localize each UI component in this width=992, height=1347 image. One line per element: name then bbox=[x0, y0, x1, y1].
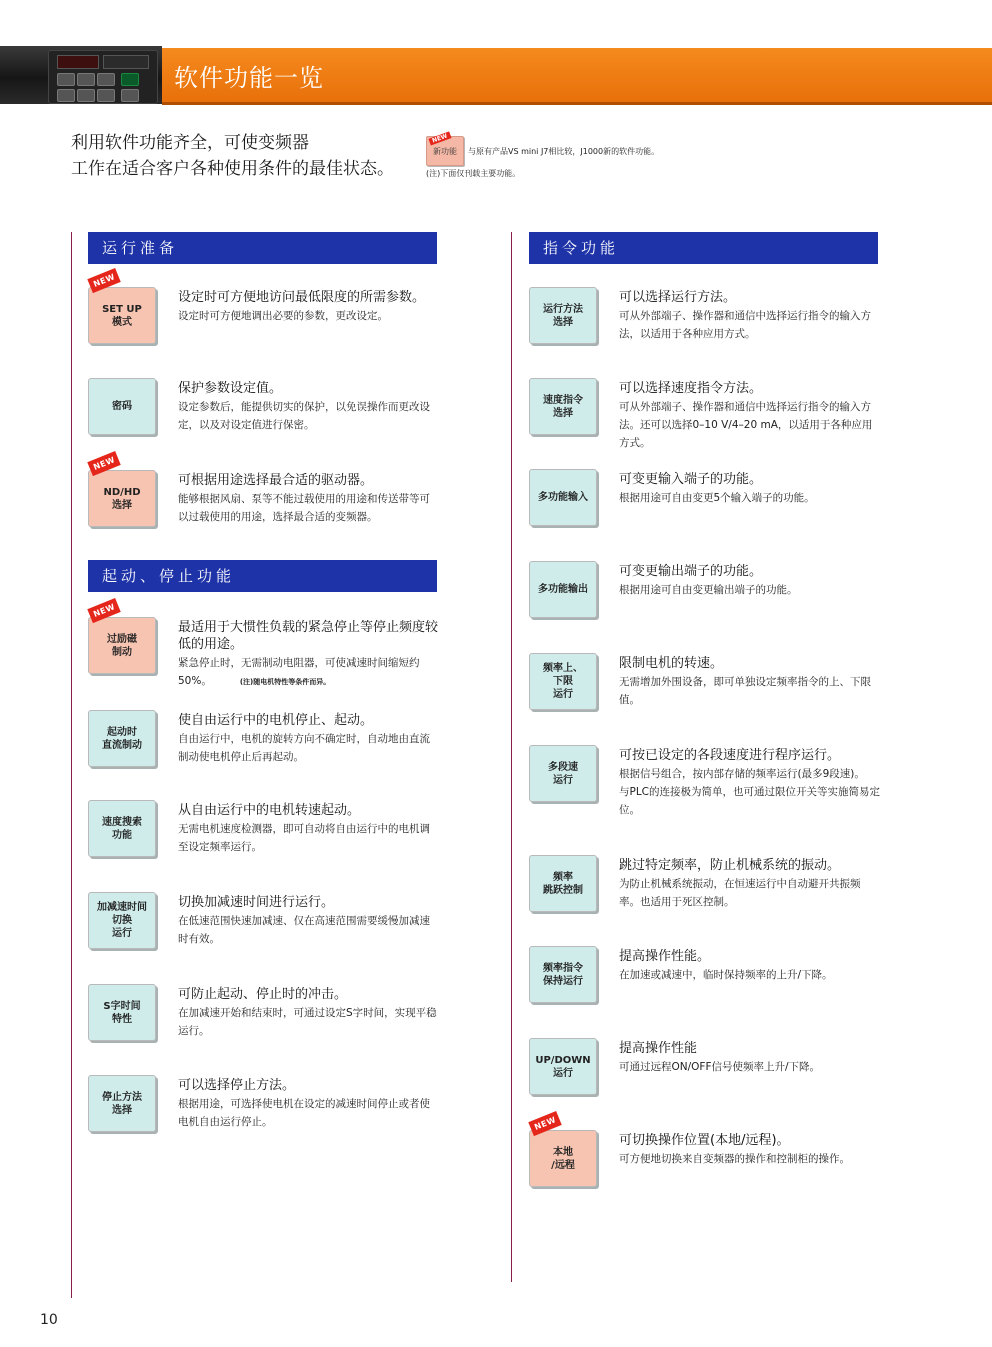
feature-desc: 可从外部端子、操作器和通信中选择运行指令的输入方法，以适用于各种应用方式。 bbox=[619, 310, 871, 340]
inverter-panel-image bbox=[48, 50, 158, 104]
feature-title: 可变更输出端子的功能。 bbox=[619, 564, 763, 579]
feature-title: 可根据用途选择最合适的驱动器。 bbox=[178, 473, 374, 488]
feature-title: 使自由运行中的电机停止、起动。 bbox=[178, 713, 374, 728]
feature-desc-text: 紧急停止时，无需制动电阻器，可使减速时间缩短约50%。 bbox=[178, 657, 420, 687]
feature-text bbox=[178, 289, 440, 325]
legend-badge bbox=[426, 132, 464, 166]
feature-desc: 无需增加外围设备，即可单独设定频率指令的上、下限值。 bbox=[619, 676, 871, 706]
key-icon bbox=[97, 73, 115, 86]
feature-title: 设定时可方便地访问最低限度的所需参数。 bbox=[178, 290, 426, 305]
feature-desc: 可从外部端子、操作器和通信中选择运行指令的输入方法。还可以选择0–10 V/4–20 mA，以适用于各种应用方式。 bbox=[619, 401, 873, 449]
feature-desc: 设定时可方便地调出必要的参数，更改设定。 bbox=[178, 310, 388, 322]
feature-badge bbox=[529, 561, 597, 618]
badge-label: 频率上、 下限 运行 bbox=[543, 663, 583, 700]
feature-badge bbox=[88, 272, 156, 344]
feature-title: 最适用于大惯性负载的紧急停止等停止频度较低的用途。 bbox=[178, 620, 439, 652]
badge-label: 频率指令 保持运行 bbox=[543, 962, 583, 987]
feature-text bbox=[178, 1077, 440, 1131]
key-icon bbox=[97, 89, 115, 102]
feature-text bbox=[178, 472, 440, 526]
badge-label: 速度指令 选择 bbox=[543, 394, 583, 419]
feature-desc: 设定参数后，能提供切实的保护，以免误操作而更改设定，以及对设定值进行保密。 bbox=[178, 401, 430, 431]
run-key-icon bbox=[121, 73, 139, 86]
feature-badge bbox=[88, 378, 156, 435]
key-icon bbox=[77, 89, 95, 102]
feature-title: 可变更输入端子的功能。 bbox=[619, 472, 763, 487]
feature-desc: 根据用途可自由变更5个输入端子的功能。 bbox=[619, 492, 815, 504]
feature-badge bbox=[529, 469, 597, 526]
key-icon bbox=[121, 89, 139, 102]
feature-title: 可切换操作位置(本地/远程)。 bbox=[619, 1133, 790, 1148]
feature-text bbox=[178, 894, 440, 948]
feature-badge bbox=[529, 855, 597, 912]
feature-title: 保护参数设定值。 bbox=[178, 381, 283, 396]
feature-badge bbox=[88, 602, 156, 674]
feature-text bbox=[619, 1040, 881, 1076]
feature-desc: 在加速或减速中，临时保持频率的上升/下降。 bbox=[619, 969, 833, 981]
feature-badge bbox=[529, 745, 597, 802]
feature-title: 限制电机的转速。 bbox=[619, 656, 724, 671]
feature-title: 可按已设定的各段速度进行程序运行。 bbox=[619, 748, 841, 763]
legend bbox=[426, 130, 726, 180]
feature-title: 可防止起动、停止时的冲击。 bbox=[178, 987, 348, 1002]
page-number: 10 bbox=[40, 1312, 58, 1328]
feature-desc: 根据用途，可选择使电机在设定的减速时间停止或者使电机自由运行停止。 bbox=[178, 1098, 430, 1128]
page-title: 软件功能一览 bbox=[174, 64, 324, 92]
badge-label: ND/HD 选择 bbox=[103, 486, 141, 511]
feature-title: 提高操作性能。 bbox=[619, 949, 711, 964]
badge-label: 过励磁 制动 bbox=[107, 633, 137, 658]
feature-title: 可以选择停止方法。 bbox=[178, 1078, 296, 1093]
feature-desc: 与PLC的连接极为简单，也可通过限位开关等实施简易定位。 bbox=[619, 786, 881, 816]
feature-text bbox=[619, 289, 881, 343]
feature-text bbox=[619, 563, 881, 599]
display-segment bbox=[57, 55, 99, 69]
feature-text bbox=[619, 380, 881, 452]
badge-label: 频率 跳跃控制 bbox=[543, 871, 583, 896]
feature-desc: 为防止机械系统振动，在恒速运行中自动避开共振频率。也适用于死区控制。 bbox=[619, 878, 861, 908]
feature-title: 跳过特定频率，防止机械系统的振动。 bbox=[619, 858, 841, 873]
badge-label: 运行方法 选择 bbox=[543, 303, 583, 328]
badge-label: 多段速 运行 bbox=[548, 761, 578, 786]
section-header-prep: 运行准备 bbox=[88, 232, 437, 264]
key-icon bbox=[57, 89, 75, 102]
feature-badge bbox=[529, 287, 597, 344]
feature-badge bbox=[88, 800, 156, 857]
new-tag: NEW bbox=[87, 598, 121, 623]
badge-label: 速度搜索 功能 bbox=[102, 816, 142, 841]
display-segment bbox=[103, 55, 149, 69]
feature-title: 可以选择运行方法。 bbox=[619, 290, 737, 305]
feature-desc: 根据信号组合，按内部存储的频率运行(最多9段速)。 bbox=[619, 768, 865, 780]
header-bar bbox=[162, 48, 992, 105]
feature-text bbox=[178, 380, 440, 434]
section-header-startstop: 起动、停止功能 bbox=[88, 560, 437, 592]
badge-label: 密码 bbox=[112, 401, 132, 412]
feature-title: 从自由运行中的电机转速起动。 bbox=[178, 803, 361, 818]
badge-label: 起动时 直流制动 bbox=[102, 726, 142, 751]
feature-text bbox=[619, 471, 881, 507]
feature-desc: 自由运行中，电机的旋转方向不确定时，自动地由直流制动使电机停止后再起动。 bbox=[178, 733, 430, 763]
badge-label: SET UP 模式 bbox=[102, 303, 142, 328]
feature-text bbox=[178, 712, 440, 766]
feature-footnote: (注)随电机特性等条件而异。 bbox=[239, 678, 331, 686]
new-tag: NEW bbox=[528, 1111, 562, 1136]
feature-text bbox=[619, 857, 881, 911]
feature-badge bbox=[88, 984, 156, 1041]
legend-badge-label: 新功能 bbox=[433, 146, 457, 156]
intro-line: 工作在适合客户各种使用条件的最佳状态。 bbox=[71, 159, 394, 179]
feature-text bbox=[178, 802, 440, 856]
feature-badge bbox=[88, 892, 156, 949]
feature-desc: 根据用途可自由变更输出端子的功能。 bbox=[619, 584, 798, 596]
new-tag: NEW bbox=[87, 451, 121, 476]
feature-desc: 在低速范围快速加减速、仅在高速范围需要缓慢加减速时有效。 bbox=[178, 915, 430, 945]
new-tag: NEW bbox=[87, 268, 121, 293]
feature-badge bbox=[529, 1038, 597, 1095]
feature-desc: 可方便地切换来自变频器的操作和控制柜的操作。 bbox=[619, 1153, 850, 1165]
feature-text bbox=[619, 655, 881, 709]
badge-label: 停止方法 选择 bbox=[102, 1091, 142, 1116]
feature-text bbox=[178, 986, 440, 1040]
feature-desc: 在加减速开始和结束时，可通过设定S字时间，实现平稳运行。 bbox=[178, 1007, 437, 1037]
legend-note: 与原有产品VS mini J7相比较，J1000新的软件功能。 bbox=[468, 147, 660, 156]
badge-label: S字时间 特性 bbox=[103, 1000, 141, 1025]
feature-title: 提高操作性能 bbox=[619, 1041, 698, 1056]
feature-title: 切换加减速时间进行运行。 bbox=[178, 895, 335, 910]
badge-label: 多功能输出 bbox=[538, 584, 588, 595]
new-tag: NEW bbox=[428, 131, 451, 145]
badge-label: 加减速时间 切换 运行 bbox=[97, 902, 147, 939]
feature-text bbox=[178, 619, 440, 691]
feature-text bbox=[619, 948, 881, 984]
feature-title: 可以选择速度指令方法。 bbox=[619, 381, 763, 396]
feature-text bbox=[619, 1132, 881, 1168]
feature-badge bbox=[529, 1115, 597, 1187]
feature-badge bbox=[529, 653, 597, 710]
left-column-rule bbox=[71, 232, 72, 1298]
badge-label: 本地 /远程 bbox=[551, 1146, 575, 1171]
feature-text bbox=[619, 747, 881, 819]
feature-desc bbox=[178, 654, 440, 691]
feature-badge bbox=[88, 1075, 156, 1132]
feature-desc: 无需电机速度检测器，即可自动将自由运行中的电机调至设定频率运行。 bbox=[178, 823, 430, 853]
legend-footnote: (注)下面仅刊载主要功能。 bbox=[426, 169, 521, 178]
intro-line: 利用软件功能齐全，可使变频器 bbox=[71, 133, 309, 153]
section-header-command: 指令功能 bbox=[529, 232, 878, 264]
key-icon bbox=[77, 73, 95, 86]
badge-label: UP/DOWN 运行 bbox=[535, 1054, 591, 1079]
badge-label: 多功能输入 bbox=[538, 492, 588, 503]
feature-badge bbox=[529, 946, 597, 1003]
key-icon bbox=[57, 73, 75, 86]
feature-badge bbox=[88, 710, 156, 767]
header-photo bbox=[0, 46, 162, 104]
feature-desc: 能够根据风扇、泵等不能过载使用的用途和传送带等可以过载使用的用途，选择最合适的变频器。 bbox=[178, 493, 430, 523]
intro-text bbox=[71, 130, 394, 182]
feature-desc: 可通过远程ON/OFF信号使频率上升/下降。 bbox=[619, 1061, 821, 1073]
feature-badge bbox=[529, 378, 597, 435]
feature-badge bbox=[88, 455, 156, 527]
right-column-rule bbox=[511, 232, 512, 1282]
